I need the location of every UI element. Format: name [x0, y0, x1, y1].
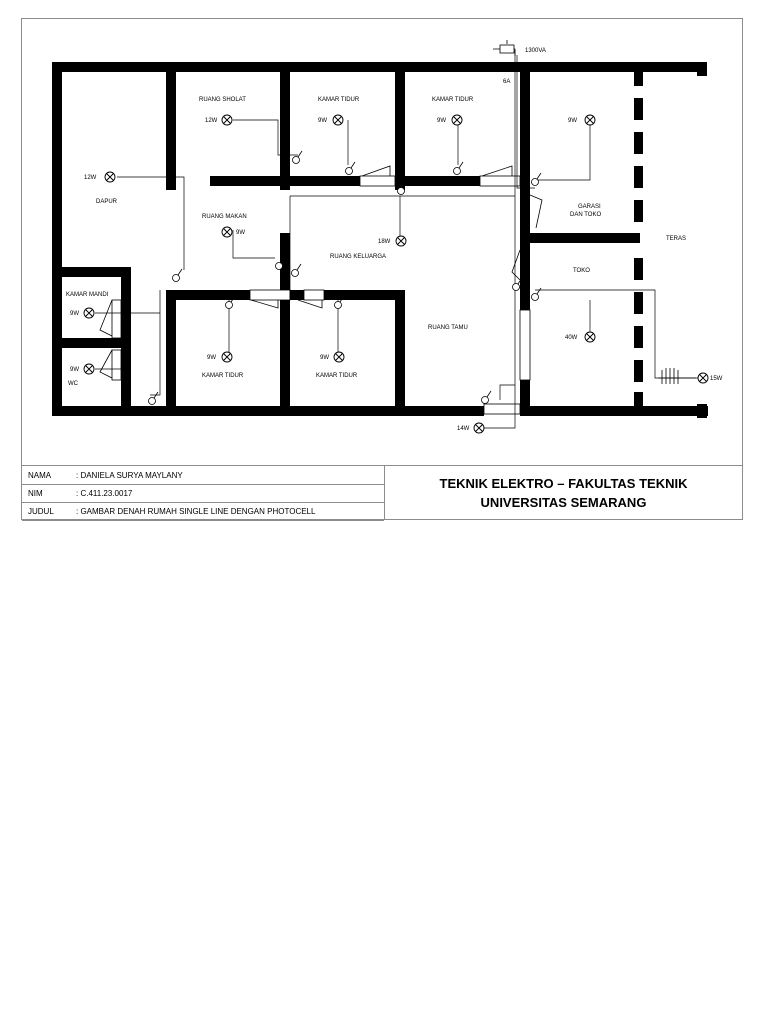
room-label: DAN TOKO	[570, 212, 602, 218]
wall-tidur-tidur	[395, 72, 405, 190]
room-label: RUANG MAKAN	[202, 214, 247, 220]
lamp-wattage: 14W	[457, 426, 470, 432]
institution	[385, 466, 742, 519]
lamp-wattage: 12W	[205, 118, 218, 124]
title-block	[21, 465, 743, 520]
nim-value: : C.411.23.0017	[76, 489, 133, 498]
lamp-icon	[222, 352, 232, 362]
room-label: RUANG TAMU	[428, 325, 468, 331]
breaker-label: 6A	[503, 79, 511, 85]
switch-icon	[173, 269, 183, 282]
lamp-icon	[698, 373, 708, 383]
lamp-icon	[452, 115, 462, 125]
wall-bottom-left	[52, 406, 484, 416]
room-label: RUANG KELUARGA	[330, 254, 387, 260]
room-label: GARASI	[578, 204, 601, 210]
institution-line2: UNIVERSITAS SEMARANG	[480, 494, 647, 510]
lamp-wattage: 9W	[568, 118, 577, 124]
lamp-icon	[333, 115, 343, 125]
lamp-icon	[474, 423, 484, 433]
lamp-icon	[222, 227, 232, 237]
room-label: KAMAR MANDI	[66, 292, 109, 298]
judul-row	[22, 502, 384, 521]
lamp-icon	[396, 236, 406, 246]
lamp-icon	[84, 364, 94, 374]
lamp-wattage: 9W	[207, 355, 216, 361]
lamp-wattage: 9W	[320, 355, 329, 361]
switches	[149, 151, 542, 405]
wall-left-bedroom	[166, 290, 176, 406]
wall-right-bedroom	[395, 290, 405, 406]
institution-line1: TEKNIK ELEKTRO – FAKULTAS TEKNIK	[439, 475, 688, 491]
floor-plan	[0, 0, 768, 470]
wall-sholat-tidur	[280, 72, 290, 190]
lamp-wattage: 9W	[70, 311, 79, 317]
nim-row	[22, 484, 384, 503]
nama-label: NAMA	[28, 471, 52, 480]
wall-top	[52, 62, 707, 72]
wall-lower-bedrooms-top-left	[166, 290, 250, 300]
wall-bath-middle	[52, 338, 131, 348]
switch-icon	[482, 391, 492, 404]
wall-bottom-right	[520, 406, 708, 416]
room-label: DAPUR	[96, 199, 118, 205]
nama-row	[22, 466, 384, 485]
switch-icon	[532, 173, 542, 186]
lamp-wattage: 15W	[710, 376, 723, 382]
wall-left	[52, 62, 62, 416]
wall-top-right-stub	[697, 62, 707, 76]
lamp-icon	[222, 115, 232, 125]
switch-icon	[346, 162, 356, 175]
room-label: KAMAR TIDUR	[318, 97, 360, 103]
switch-icon	[149, 392, 159, 405]
wall-bath-right	[121, 267, 131, 406]
lamp-wattage: 40W	[565, 335, 578, 341]
lamp-icon	[105, 172, 115, 182]
lamp-icon	[585, 115, 595, 125]
room-label: TERAS	[666, 236, 687, 242]
judul-label: JUDUL	[28, 507, 54, 516]
room-label: KAMAR TIDUR	[202, 373, 244, 379]
photocell-icon	[658, 368, 696, 384]
lamp-wattage: 9W	[318, 118, 327, 124]
switch-icon	[292, 264, 302, 277]
lamp-icon	[84, 308, 94, 318]
wall-dapur-sholat	[166, 72, 176, 190]
lamp-wattage: 18W	[378, 239, 391, 245]
nama-value: : DANIELA SURYA MAYLANY	[76, 471, 183, 480]
wall-bottom-right-stub	[697, 404, 707, 418]
room-label: KAMAR TIDUR	[316, 373, 358, 379]
wall-lower-bedrooms-top-right	[324, 290, 405, 300]
lamp-wattage: 9W	[437, 118, 446, 124]
wall-center-vertical	[280, 233, 290, 406]
lamp-wattage: 9W	[70, 367, 79, 373]
room-label: TOKO	[573, 268, 590, 274]
lamp-wattage: 9W	[236, 230, 245, 236]
room-label: WC	[68, 381, 78, 387]
nim-label: NIM	[28, 489, 43, 498]
room-label: RUANG SHOLAT	[199, 97, 246, 103]
kwh-meter-icon	[493, 40, 514, 53]
lamp-wattage: 12W	[84, 175, 97, 181]
wall-garage-toko	[520, 233, 640, 243]
judul-value: : GAMBAR DENAH RUMAH SINGLE LINE DENGAN PHOTOCELL	[76, 507, 316, 516]
switch-icon	[293, 151, 303, 164]
supply-label: 1300VA	[525, 48, 546, 54]
wall-bath-top	[52, 267, 131, 277]
lamp-icon	[585, 332, 595, 342]
room-label: KAMAR TIDUR	[432, 97, 474, 103]
lamp-icon	[334, 352, 344, 362]
wall-lower-bedrooms-top-mid	[290, 290, 304, 300]
